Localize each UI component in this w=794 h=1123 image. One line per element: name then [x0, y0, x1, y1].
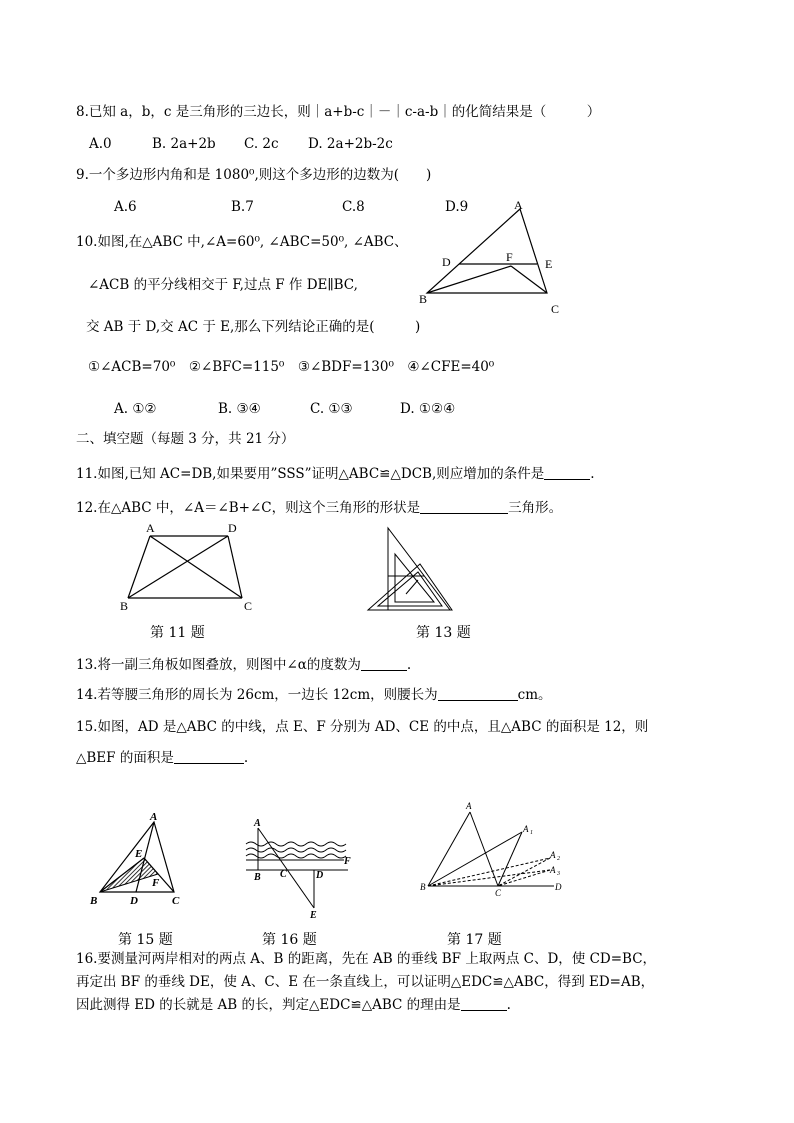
fig11-figure	[112, 518, 272, 618]
fig17-label-a2-sub: 2	[557, 856, 560, 862]
q13-text	[76, 656, 411, 674]
fig17-label-a3: A	[550, 865, 556, 875]
q11-stem: 11.如图,已知 AC=DB,如果要用”SSS”证明△ABC≌△DCB,则应增加的条件是	[76, 466, 545, 482]
q10-label-b: B	[419, 292, 428, 306]
q10-label-e: E	[545, 257, 553, 271]
q16-line1: 16.要测量河两岸相对的两点 A、B 的距离，先在 AB 的垂线 BF 上取两点 C、D，使 CD=BC，	[76, 951, 657, 967]
fig17-label-a: A	[466, 801, 472, 811]
q14-end: cm。	[517, 687, 552, 703]
fig15-label-c: C	[172, 895, 180, 907]
q10-option-a: A. ①②	[114, 401, 157, 417]
fig16-label-a: A	[254, 818, 261, 829]
q10-line1: 10.如图,在△ABC 中,∠A=60⁰, ∠ABC=50⁰, ∠ABC、	[76, 234, 408, 250]
fig17-label-a1-sub: 1	[530, 830, 533, 836]
fig11-caption: 第 11 题	[150, 625, 205, 641]
q15-line2	[76, 749, 248, 767]
fig11-label-b: B	[120, 599, 129, 613]
fig16-label-d: D	[316, 870, 324, 881]
fig17-figure	[418, 800, 568, 900]
q12-answer-blank[interactable]	[420, 499, 508, 514]
q9-option-d: D.9	[445, 199, 469, 215]
q15-line1: 15.如图，AD 是△ABC 的中线，点 E、F 分别为 AD、CE 的中点，且△ABC 的面积是 12，则	[76, 719, 649, 735]
q9-stem: 9.一个多边形内角和是 1080⁰,则这个多边形的边数为( )	[76, 167, 432, 183]
q14-answer-blank[interactable]	[438, 686, 518, 701]
fig15-label-a: A	[150, 811, 158, 823]
q16-line2: 再定出 BF 的垂线 DE，使 A、C、E 在一条直线上，可以证明△EDC≌△ABC，得到 ED=AB，	[76, 974, 655, 990]
q10-triangle-figure	[415, 196, 575, 320]
fig15-label-d: D	[130, 895, 138, 907]
q13-end: .	[406, 657, 412, 673]
q10-label-a: A	[514, 198, 523, 212]
q12-end: 三角形。	[508, 500, 563, 516]
q8-option-b: B. 2a+2b	[152, 136, 216, 152]
q10-option-b: B. ③④	[218, 401, 261, 417]
q8-option-c: C. 2c	[244, 136, 279, 152]
q10-option-c: C. ①③	[310, 401, 353, 417]
q16-line3	[76, 996, 511, 1014]
fig15-label-e: E	[135, 848, 143, 860]
fig15-caption: 第 15 题	[118, 932, 173, 948]
q15-answer-blank[interactable]	[174, 749, 244, 764]
fig17-label-a2: A	[550, 850, 556, 860]
section-2-heading: 二、填空题（每题 3 分，共 21 分）	[76, 431, 295, 447]
fig16-label-e: E	[310, 910, 317, 918]
fig16-label-f: F	[344, 856, 351, 867]
fig11-label-d: D	[228, 521, 237, 535]
fig16-figure	[240, 814, 360, 918]
q8-stem: 8.已知 a，b，c 是三角形的三边长，则｜a+b-c｜－｜c-a-b｜的化简结果是（ ）	[76, 104, 601, 120]
q10-statements: ①∠ACB=70⁰ ②∠BFC=115⁰ ③∠BDF=130⁰ ④∠CFE=40⁰	[88, 359, 495, 375]
q9-option-a: A.6	[114, 199, 137, 215]
fig13-caption: 第 13 题	[416, 625, 471, 641]
q10-label-f: F	[506, 250, 513, 264]
q13-stem: 13.将一副三角板如图叠放，则图中∠α的度数为	[76, 657, 361, 673]
fig15-label-f: F	[152, 877, 160, 889]
q11-end: .	[590, 466, 595, 482]
q9-option-b: B.7	[231, 199, 254, 215]
fig16-caption: 第 16 题	[262, 932, 317, 948]
q10-line2: ∠ACB 的平分线相交于 F,过点 F 作 DE∥BC,	[88, 277, 358, 293]
fig17-label-b: B	[420, 882, 426, 892]
q16-line3-stem: 因此测得 ED 的长就是 AB 的长，判定△EDC≌△ABC 的理由是	[76, 997, 461, 1013]
q15-end: .	[243, 750, 249, 766]
q10-label-c: C	[551, 302, 560, 316]
q12-stem: 12.在△ABC 中，∠A＝∠B+∠C，则这个三角形的形状是	[76, 500, 421, 516]
q10-label-d: D	[442, 255, 451, 269]
q13-answer-blank[interactable]	[361, 656, 407, 671]
fig13-figure	[360, 524, 460, 616]
fig17-label-c: C	[495, 888, 502, 898]
q8-option-d: D. 2a+2b-2c	[308, 136, 393, 152]
q10-line3: 交 AB 于 D,交 AC 于 E,那么下列结论正确的是( )	[86, 319, 421, 335]
fig15-label-b: B	[90, 895, 98, 907]
fig15-figure	[86, 808, 196, 908]
fig16-label-b: B	[254, 872, 261, 883]
fig11-label-a: A	[146, 521, 155, 535]
fig17-caption: 第 17 题	[447, 932, 502, 948]
fig17-label-a1: A	[523, 824, 529, 834]
q10-option-d: D. ①②④	[400, 401, 456, 417]
q8-option-a: A.0	[89, 136, 112, 152]
fig11-label-c: C	[244, 599, 253, 613]
q16-end: .	[506, 997, 511, 1013]
q15-line2-stem: △BEF 的面积是	[76, 750, 174, 766]
q11-text	[76, 465, 595, 483]
q16-answer-blank[interactable]	[461, 996, 507, 1011]
q12-text	[76, 499, 562, 517]
q14-text	[76, 686, 552, 704]
fig16-label-c: C	[280, 869, 287, 880]
fig17-label-a3-sub: 3	[557, 871, 560, 877]
q11-answer-blank[interactable]	[544, 465, 590, 480]
fig17-label-d: D	[555, 882, 562, 892]
q14-stem: 14.若等腰三角形的周长为 26cm，一边长 12cm，则腰长为	[76, 687, 438, 703]
q9-option-c: C.8	[342, 199, 365, 215]
